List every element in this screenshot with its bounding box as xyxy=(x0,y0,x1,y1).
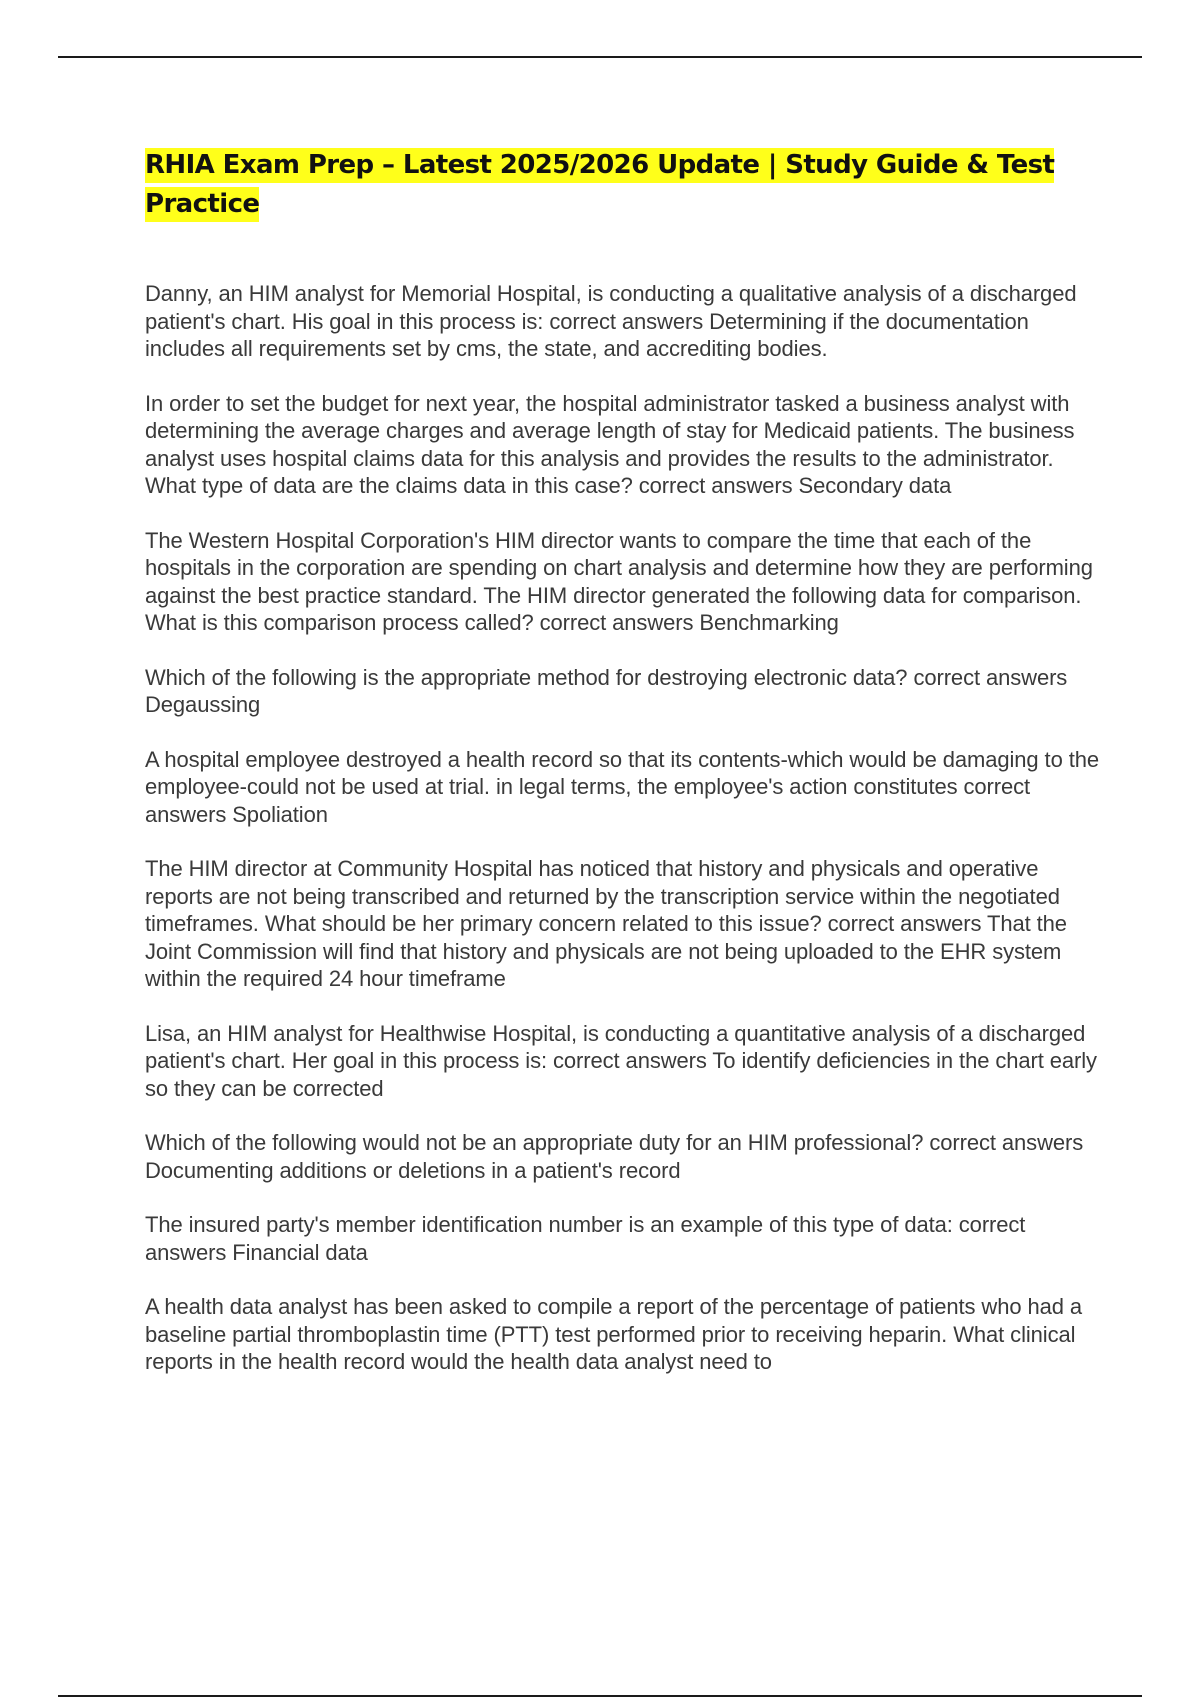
footer-rule xyxy=(58,1695,1142,1697)
qa-item: The HIM director at Community Hospital has noticed that history and physicals and operative reports are not being transcribed and returned by the transcription service within the negotiated timeframes. What should be her primary concern related to this issue? correct answers That the Joint Commission will find that history and physicals are not being uploaded to the EHR system within the required 24 hour timeframe xyxy=(145,856,1067,991)
qa-item: Lisa, an HIM analyst for Healthwise Hospital, is conducting a quantitative analysis of a discharged patient's chart. Her goal in this process is: correct answers To identify deficiencies in the chart early so they can be corrected xyxy=(145,1020,1097,1101)
title-highlight: RHIA Exam Prep – Latest 2025/2026 Update | Study Guide & Test Practice xyxy=(145,148,1054,222)
qa-item: Danny, an HIM analyst for Memorial Hospital, is conducting a qualitative analysis of a discharged patient's chart. His goal in this process is: correct answers Determining if the documentation includes all requirements set by cms, the state, and accrediting bodies. xyxy=(145,281,1077,361)
qa-item: A health data analyst has been asked to compile a report of the percentage of patients who had a baseline partial thromboplastin time (PTT) test performed prior to receiving heparin. What clinical reports in the health record would the health data analyst need to xyxy=(145,1294,1083,1374)
qa-item: Which of the following would not be an appropriate duty for an HIM professional? correct answers Documenting additions or deletions in a patient's record xyxy=(145,1130,1084,1183)
qa-item: Which of the following is the appropriate method for destroying electronic data? correct answers Degaussing xyxy=(145,664,1068,717)
qa-item: The insured party's member identification number is an example of this type of data: correct answers Financial data xyxy=(145,1212,1026,1265)
qa-item: In order to set the budget for next year, the hospital administrator tasked a business analyst with determining the average charges and average length of stay for Medicaid patients. The business analyst uses hospital claims data for this analysis and provides the results to the administrator. What type of data are the claims data in this case? correct answers Secondary data xyxy=(145,390,1075,498)
qa-item: The Western Hospital Corporation's HIM director wants to compare the time that each of the hospitals in the corporation are spending on chart analysis and determine how they are performing against the best practice standard. The HIM director generated the following data for comparison. What is this comparison process called? correct answers Benchmarking xyxy=(145,527,1093,635)
question-answer-list xyxy=(145,280,1100,1403)
qa-item: A hospital employee destroyed a health record so that its contents-which would be damaging to the employee-could not be used at trial. in legal terms, the employee's action constitutes correct answers Spoliation xyxy=(145,746,1099,827)
header-rule xyxy=(58,56,1142,58)
document-title xyxy=(145,146,1075,224)
